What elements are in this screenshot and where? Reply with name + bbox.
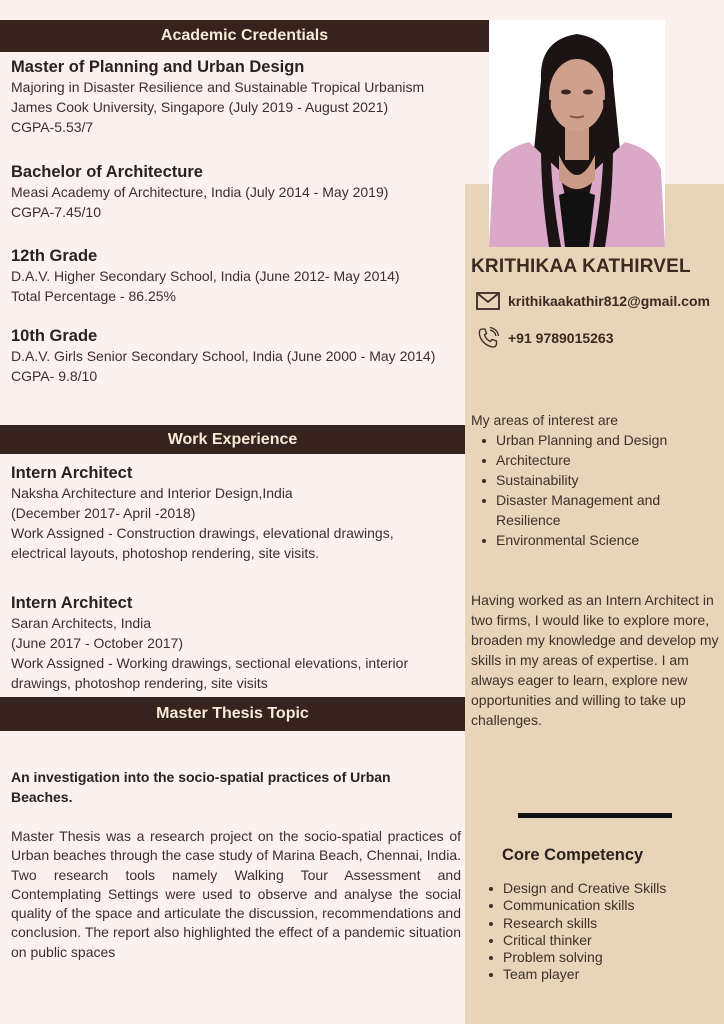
interest-item: Architecture: [471, 450, 686, 470]
section-header-work: Work Experience: [0, 425, 465, 454]
education-item: [11, 57, 463, 137]
candidate-name: KRITHIKAA KATHIRVEL: [471, 256, 691, 277]
phone-contact[interactable]: [476, 326, 614, 350]
competency-item: Team player: [478, 966, 666, 983]
interest-item: Environmental Science: [471, 530, 686, 550]
interest-item: Urban Planning and Design: [471, 430, 686, 450]
competency-item: Research skills: [478, 915, 666, 932]
degree-title: 10th Grade: [11, 327, 98, 345]
email-address[interactable]: krithikaakathir812@gmail.com: [508, 293, 710, 309]
portrait-illustration: [489, 20, 665, 247]
interests-list: [471, 430, 686, 550]
email-contact[interactable]: [476, 292, 710, 310]
work-item: [11, 593, 451, 693]
competency-item: Problem solving: [478, 949, 666, 966]
degree-grade: Total Percentage - 86.25%: [11, 288, 176, 304]
degree-grade: CGPA- 9.8/10: [11, 368, 98, 384]
job-period: (December 2017- April -2018): [11, 505, 196, 521]
degree-detail: James Cook University, Singapore (July 2019 - August 2021): [11, 99, 389, 115]
education-item: [11, 326, 463, 386]
job-title: Intern Architect: [11, 594, 133, 612]
competency-item: Critical thinker: [478, 932, 666, 949]
competency-item: Design and Creative Skills: [478, 880, 666, 897]
interest-item: Sustainability: [471, 470, 686, 490]
job-title: Intern Architect: [11, 464, 133, 482]
job-period: (June 2017 - October 2017): [11, 635, 183, 651]
job-duties: Work Assigned - Working drawings, sectional elevations, interior drawings, photoshop rendering, site visits: [11, 655, 409, 691]
degree-title: Bachelor of Architecture: [11, 163, 203, 181]
competency-item: Communication skills: [478, 897, 666, 914]
job-duties: Work Assigned - Construction drawings, elevational drawings, electrical layouts, photoshop rendering, site visits.: [11, 525, 394, 561]
interests-intro: My areas of interest are: [471, 412, 619, 428]
job-company: Naksha Architecture and Interior Design,India: [11, 485, 293, 501]
interest-item: Disaster Management and Resilience: [471, 490, 686, 530]
degree-grade: CGPA-7.45/10: [11, 204, 102, 220]
degree-detail: D.A.V. Girls Senior Secondary School, India (June 2000 - May 2014): [11, 348, 436, 364]
interests-block: [471, 410, 721, 550]
degree-title: Master of Planning and Urban Design: [11, 58, 305, 76]
phone-number[interactable]: +91 9789015263: [508, 330, 614, 346]
job-company: Saran Architects, India: [11, 615, 152, 631]
thesis-heading: An investigation into the socio-spatial practices of Urban Beaches.: [11, 769, 391, 805]
section-header-academic: Academic Credentials: [0, 20, 489, 52]
phone-icon: [476, 326, 500, 350]
thesis-title: [11, 767, 431, 807]
summary-text: Having worked as an Intern Architect in two firms, I would like to explore more, broaden my knowledge and develop my skills in my areas of expertise. I am always eager to learn, explore new opportunities and willing to take up challenges.: [471, 592, 719, 728]
profile-photo: [489, 20, 665, 247]
degree-title: 12th Grade: [11, 247, 98, 265]
thesis-text: Master Thesis was a research project on the socio-spatial practices of Urban beaches through the case study of Marina Beach, Chennai, India. Two research tools namely Walking Tour Assessment and Contemplating Settings were used to observe and analyse the social quality of the space and articulate the discussion, recommendations and conclusion. The report also highlighted the effect of a pandemic situation on public spaces: [11, 828, 461, 960]
education-item: [11, 246, 463, 306]
work-item: [11, 463, 451, 563]
thesis-body: [11, 827, 461, 962]
section-header-thesis: Master Thesis Topic: [0, 697, 465, 731]
degree-detail: D.A.V. Higher Secondary School, India (June 2012- May 2014): [11, 268, 400, 284]
core-competency-title: Core Competency: [502, 846, 644, 864]
degree-detail: Measi Academy of Architecture, India (July 2014 - May 2019): [11, 184, 389, 200]
degree-grade: CGPA-5.53/7: [11, 119, 94, 135]
degree-detail: Majoring in Disaster Resilience and Sustainable Tropical Urbanism: [11, 79, 425, 95]
envelope-icon: [476, 292, 500, 310]
sidebar-divider: [518, 813, 672, 818]
core-competency-list: [478, 880, 666, 984]
education-item: [11, 162, 463, 222]
